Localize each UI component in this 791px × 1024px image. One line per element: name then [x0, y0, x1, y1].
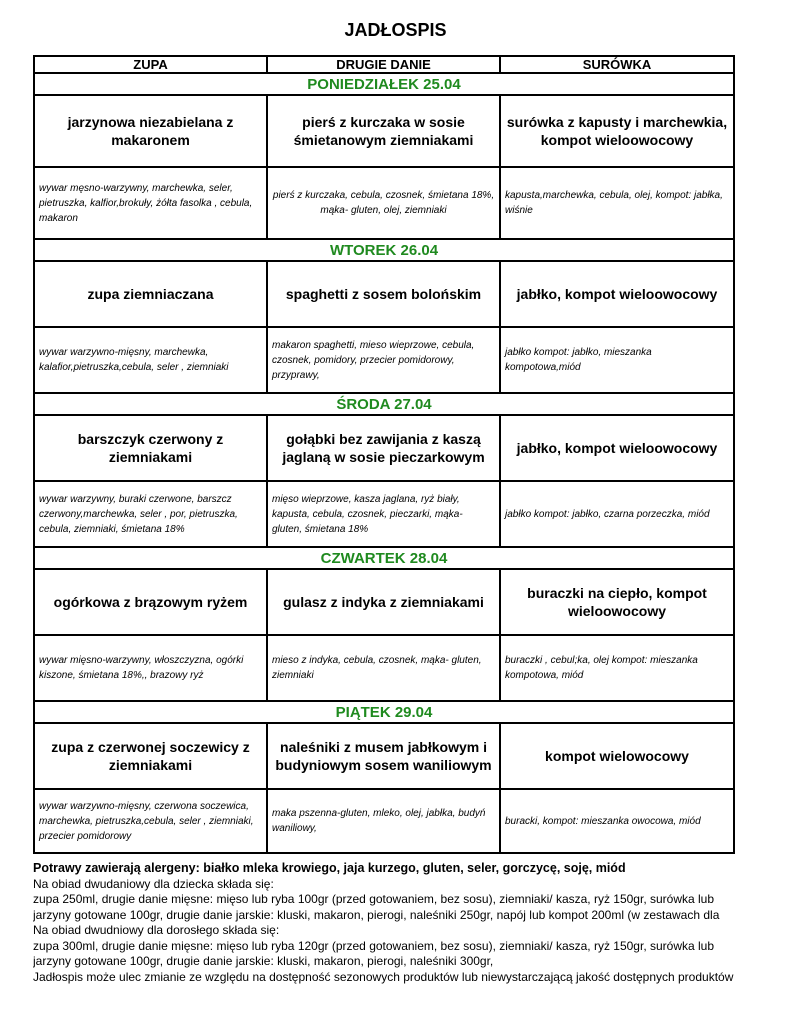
day-heading: PONIEDZIAŁEK 25.04: [34, 73, 734, 95]
ingredients-row: [34, 789, 734, 853]
main-dish-name: gulasz z indyka z ziemniakami: [267, 569, 500, 635]
day-heading: PIĄTEK 29.04: [34, 701, 734, 723]
salad-name: jabłko, kompot wieloowocowy: [500, 261, 734, 327]
salad-ingredients: jabłko kompot: jabłko, czarna porzeczka, miód: [500, 481, 734, 547]
column-header-soup: ZUPA: [34, 56, 267, 73]
dish-row: [34, 569, 734, 635]
ingredients-row: [34, 481, 734, 547]
dish-row: [34, 95, 734, 167]
day-heading: CZWARTEK 28.04: [34, 547, 734, 569]
soup-ingredients: wywar męsno-warzywny, marchewka, seler, pietruszka, kalfior,brokuły, żółta fasolka , cebula, makaron: [34, 167, 267, 239]
soup-name: jarzynowa niezabielana z makaronem: [34, 95, 267, 167]
soup-name: zupa z czerwonej soczewicy z ziemniakami: [34, 723, 267, 789]
note-line: jarzyny gotowane 100gr, drugie danie jarskie: kluski, makaron, pierogi, naleśniki 250gr, napój lub kompot 200ml (w zestawach dla: [33, 907, 720, 922]
day-row: [34, 239, 734, 261]
soup-name: barszczyk czerwony z ziemniakami: [34, 415, 267, 481]
day-row: [34, 73, 734, 95]
soup-ingredients: wywar mięsno-warzywny, włoszczyzna, ogórki kiszone, śmietana 18%,, brazowy ryż: [34, 635, 267, 701]
main-ingredients: mięso wieprzowe, kasza jaglana, ryż biały, kapusta, cebula, czosnek, pieczarki, mąka- gluten, śmietana 18%: [267, 481, 500, 547]
main-dish-name: naleśniki z musem jabłkowym i budyniowym sosem waniliowym: [267, 723, 500, 789]
main-dish-name: spaghetti z sosem bolońskim: [267, 261, 500, 327]
soup-ingredients: wywar warzywny, buraki czerwone, barszcz czerwony,marchewka, seler , por, pietruszka, cebula, ziemniaki, śmietana 18%: [34, 481, 267, 547]
salad-ingredients: buraczki , cebul;ka, olej kompot: mieszanka kompotowa, miód: [500, 635, 734, 701]
note-line: Jadłospis może ulec zmianie ze względu na dostępność sezonowych produktów lub niewystarczającą jakość dostępnych produktów: [33, 969, 734, 984]
salad-name: surówka z kapusty i marchewkia, kompot wieloowocowy: [500, 95, 734, 167]
salad-name: kompot wielowocowy: [500, 723, 734, 789]
main-ingredients: maka pszenna-gluten, mleko, olej, jabłka, budyń waniliowy,: [267, 789, 500, 853]
soup-name: zupa ziemniaczana: [34, 261, 267, 327]
note-line: zupa 250ml, drugie danie mięsne: mięso lub ryba 100gr (przed gotowaniem, bez sosu), ziemniaki/ kasza, ryż 150gr, surówka lub: [33, 892, 715, 906]
day-heading: ŚRODA 27.04: [34, 393, 734, 415]
main-ingredients: pierś z kurczaka, cebula, czosnek, śmietana 18%, mąka- gluten, olej, ziemniaki: [267, 167, 500, 239]
salad-ingredients: kapusta,marchewka, cebula, olej, kompot: jabłka, wiśnie: [500, 167, 734, 239]
day-row: [34, 701, 734, 723]
column-header-main: DRUGIE DANIE: [267, 56, 500, 73]
note-line: jarzyny gotowane 100gr, drugie danie jarskie: kluski, makaron, pierogi, naleśniki 300gr,: [33, 954, 494, 968]
menu-table: [33, 55, 735, 854]
day-heading: WTOREK 26.04: [34, 239, 734, 261]
main-dish-name: pierś z kurczaka w sosie śmietanowym ziemniakami: [267, 95, 500, 167]
note-line: Na obiad dwudaniowy dla dziecka składa się:: [33, 876, 274, 891]
dish-row: [34, 261, 734, 327]
salad-ingredients: buracki, kompot: mieszanka owocowa, miód: [500, 789, 734, 853]
main-ingredients: makaron spaghetti, mieso wieprzowe, cebula, czosnek, pomidory, przecier pomidorowy, przyprawy,: [267, 327, 500, 393]
ingredients-row: [34, 167, 734, 239]
soup-name: ogórkowa z brązowym ryżem: [34, 569, 267, 635]
soup-ingredients: wywar warzywno-mięsny, marchewka, kalafior,pietruszka,cebula, seler , ziemniaki: [34, 327, 267, 393]
main-dish-name: gołąbki bez zawijania z kaszą jaglaną w sosie pieczarkowym: [267, 415, 500, 481]
header-row: [34, 56, 734, 73]
dish-row: [34, 723, 734, 789]
allergen-note: Potrawy zawierają alergeny: białko mleka krowiego, jaja kurzego, gluten, seler, gorczycę, soję, miód: [33, 861, 626, 875]
soup-ingredients: wywar warzywno-mięsny, czerwona soczewica, marchewka, pietruszka,cebula, seler , ziemniaki, przecier pomidorowy: [34, 789, 267, 853]
dish-row: [34, 415, 734, 481]
day-row: [34, 393, 734, 415]
ingredients-row: [34, 635, 734, 701]
salad-name: jabłko, kompot wieloowocowy: [500, 415, 734, 481]
salad-name: buraczki na ciepło, kompot wieloowocowy: [500, 569, 734, 635]
salad-ingredients: jabłko kompot: jabłko, mieszanka kompotowa,miód: [500, 327, 734, 393]
note-line: zupa 300ml, drugie danie mięsne: mięso lub ryba 120gr (przed gotowaniem, bez sosu), ziemniaki/ kasza, ryż 150gr, surówka lub: [33, 938, 715, 953]
note-line: Na obiad dwudniowy dla dorosłego składa się:: [33, 923, 280, 937]
column-header-salad: SURÓWKA: [500, 56, 734, 73]
page-title: JADŁOSPIS: [344, 20, 447, 40]
day-row: [34, 547, 734, 569]
main-ingredients: mieso z indyka, cebula, czosnek, mąka- gluten, ziemniaki: [267, 635, 500, 701]
ingredients-row: [34, 327, 734, 393]
notes: [33, 861, 773, 985]
